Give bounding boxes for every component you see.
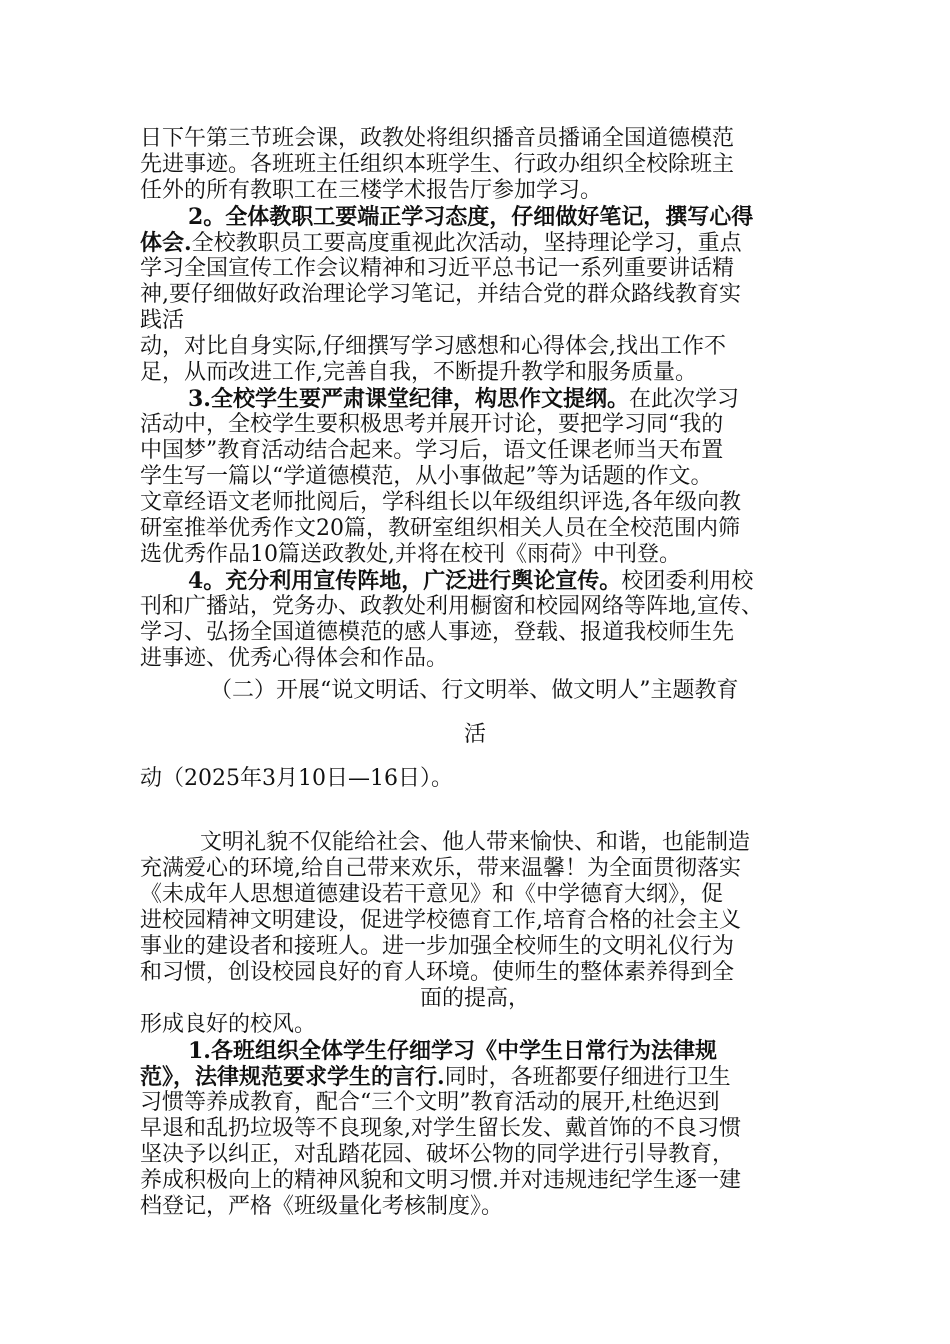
paragraph-line: 范》，法律规范要求学生的言行.同时，各班都要仔细进行卫生 bbox=[140, 1064, 731, 1090]
paragraph-line: 践活 bbox=[140, 308, 185, 333]
paragraph-line: 早退和乱扔垃圾等不良现象,对学生留长发、戴首饰的不良习惯 bbox=[140, 1116, 741, 1141]
paragraph-line: 学生写一篇以“学道德模范，从小事做起”等为话题的作文。 bbox=[140, 464, 713, 489]
paragraph-line: 任外的所有教职工在三楼学术报告厅参加学习。 bbox=[140, 178, 603, 203]
paragraph-line: 养成积极向上的精神风貌和文明习惯.并对违规违纪学生逐一建 bbox=[140, 1168, 741, 1193]
paragraph-line: 面的提高， bbox=[419, 986, 530, 1011]
section-heading-date: 动（2025年3月10日—16日）。 bbox=[140, 766, 453, 791]
section-heading-continued: 活 bbox=[463, 722, 486, 747]
paragraph-line: 坚决予以纠正，对乱踏花园、破坏公物的同学进行引导教育， bbox=[140, 1142, 735, 1167]
paragraph-line: 形成良好的校风。 bbox=[140, 1012, 317, 1037]
paragraph-line: 体会.全校教职员工要高度重视此次活动，坚持理论学习，重点 bbox=[140, 230, 742, 256]
paragraph-line: 研室推举优秀作文20篇，教研室组织相关人员在全校范围内筛 bbox=[140, 516, 740, 541]
paragraph-line: 文章经语文老师批阅后，学科组长以年级组织评选,各年级向教 bbox=[140, 490, 741, 515]
paragraph-line: 充满爱心的环境,给自己带来欢乐，带来温馨！为全面贯彻落实 bbox=[140, 856, 741, 881]
item4-heading: 4。充分利用宣传阵地，广泛进行舆论宣传。校团委利用校 bbox=[188, 568, 754, 594]
paragraph-line: 事业的建设者和接班人。进一步加强全校师生的文明礼仪行为 bbox=[140, 934, 735, 959]
paragraph-line: 动，对比自身实际,仔细撰写学习感想和心得体会,找出工作不 bbox=[140, 334, 726, 359]
item2-heading: 2。全体教职工要端正学习态度，仔细做好笔记，撰写心得 bbox=[188, 204, 754, 230]
paragraph-line: 进校园精神文明建设，促进学校德育工作,培育合格的社会主义 bbox=[140, 908, 741, 933]
item3-heading: 3.全校学生要严肃课堂纪律，构思作文提纲。在此次学习 bbox=[188, 386, 739, 412]
paragraph-line: 活动中，全校学生要积极思考并展开讨论，要把学习同“我的 bbox=[140, 412, 724, 437]
paragraph-line: 先进事迹。各班班主任组织本班学生、行政办组织全校除班主 bbox=[140, 152, 735, 177]
paragraph-line: 档登记，严格《班级量化考核制度》。 bbox=[140, 1194, 504, 1219]
paragraph-line: 进事迹、优秀心得体会和作品。 bbox=[140, 646, 449, 671]
paragraph-line: 中国梦”教育活动结合起来。学习后，语文任课老师当天布置 bbox=[140, 438, 724, 463]
paragraph-line: 神,要仔细做好政治理论学习笔记，并结合党的群众路线教育实 bbox=[140, 282, 741, 307]
section-heading: （二）开展“说文明话、行文明举、做文明人”主题教育 bbox=[210, 678, 739, 703]
paragraph-line: 和习惯，创设校园良好的育人环境。使师生的整体素养得到全 bbox=[140, 960, 735, 985]
paragraph-line: 学习全国宣传工作会议精神和习近平总书记一系列重要讲话精 bbox=[140, 256, 735, 281]
paragraph-line: 文明礼貌不仅能给社会、他人带来愉快、和谐，也能制造 bbox=[200, 830, 751, 855]
paragraph-line: 足，从而改进工作,完善自我，不断提升教学和服务质量。 bbox=[140, 360, 697, 385]
paragraph-line: 习惯等养成教育，配合“三个文明”教育活动的展开,杜绝迟到 bbox=[140, 1090, 720, 1115]
paragraph-line: 刊和广播站，党务办、政教处利用橱窗和校园网络等阵地,宣传、 bbox=[140, 594, 763, 619]
paragraph-line: 选优秀作品10篇送政教处,并将在校刊《雨荷》中刊登。 bbox=[140, 542, 681, 567]
paragraph-line: 《未成年人思想道德建设若干意见》和《中学德育大纲》，促 bbox=[140, 882, 724, 907]
item1-heading: 1.各班组织全体学生仔细学习《中学生日常行为法律规 bbox=[188, 1038, 717, 1064]
paragraph-line: 日下午第三节班会课，政教处将组织播音员播诵全国道德模范 bbox=[140, 126, 735, 151]
paragraph-line: 学习、弘扬全国道德模范的感人事迹，登载、报道我校师生先 bbox=[140, 620, 735, 645]
